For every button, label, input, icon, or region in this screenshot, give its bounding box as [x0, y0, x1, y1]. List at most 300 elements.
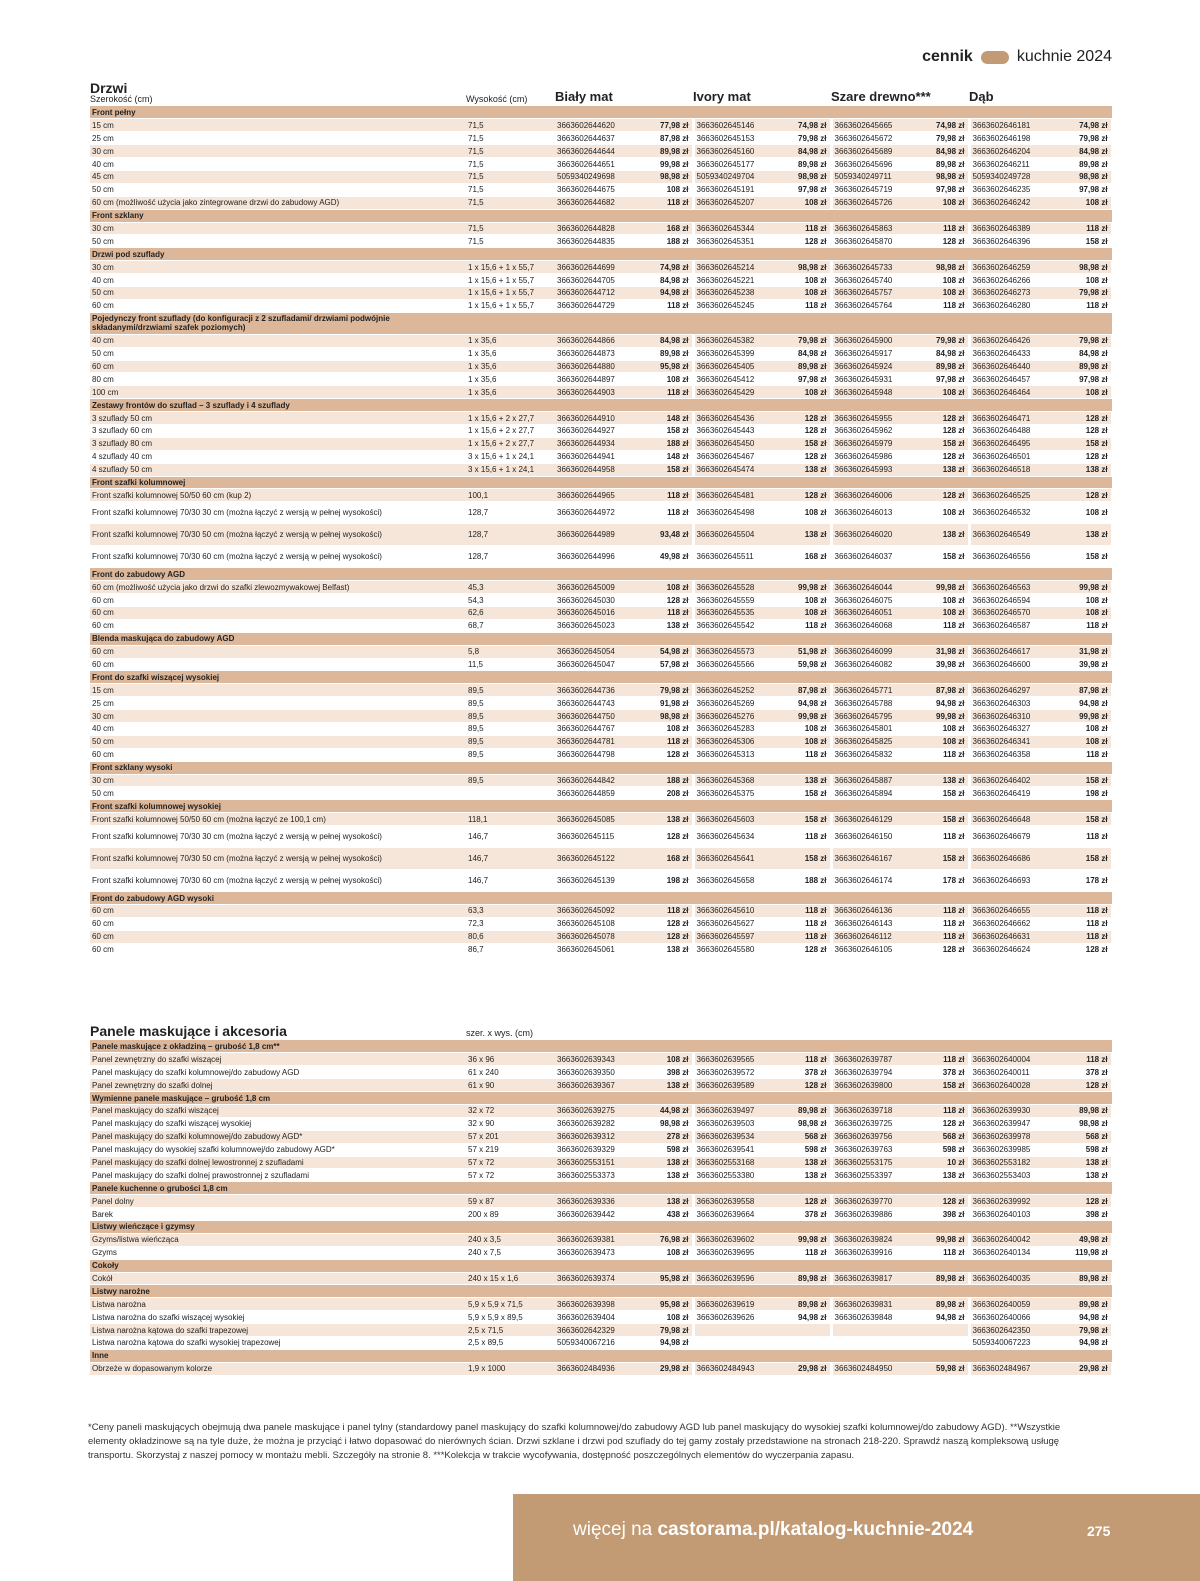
- price: 138 zł: [765, 463, 831, 476]
- table-row: [90, 373, 1112, 386]
- price: 118 zł: [765, 917, 831, 930]
- finish-header: Szare drewno***: [831, 89, 931, 104]
- price: 138 zł: [765, 1169, 831, 1182]
- product-code: 3663602646082: [831, 658, 903, 671]
- product-code: 3663602640011: [969, 1066, 1041, 1079]
- item-name: Panel maskujący do szafki kolumnowej/do zabudowy AGD: [90, 1066, 466, 1079]
- product-code: 3663602645405: [693, 360, 765, 373]
- product-code: 3663602639718: [831, 1104, 903, 1117]
- price: 598 zł: [765, 1143, 831, 1156]
- item-size: 128,7: [466, 524, 555, 546]
- item-name: 50 cm: [90, 235, 466, 248]
- item-size: 100,1: [466, 489, 555, 502]
- price: 108 zł: [1041, 274, 1112, 287]
- price: 118 zł: [627, 502, 693, 524]
- item-name: Panel dolny: [90, 1195, 466, 1208]
- product-code: 3663602646402: [969, 774, 1041, 787]
- category-row: [90, 1040, 1112, 1053]
- price: 198 zł: [627, 870, 693, 892]
- price: 188 zł: [627, 235, 693, 248]
- item-name: Listwa narożna kątowa do szafki trapezowej: [90, 1324, 466, 1337]
- product-code: 3663602644927: [555, 424, 627, 437]
- item-size: 86,7: [466, 943, 555, 956]
- product-code: 3663602645726: [831, 196, 903, 209]
- price: 168 zł: [627, 848, 693, 870]
- product-code: 3663602646426: [969, 334, 1041, 347]
- item-name: 30 cm: [90, 710, 466, 723]
- table-row: [90, 1079, 1112, 1092]
- product-code: [831, 1324, 903, 1337]
- product-code: 3663602639619: [693, 1298, 765, 1311]
- item-name: 40 cm: [90, 334, 466, 347]
- price: 97,98 zł: [903, 183, 969, 196]
- price: 108 zł: [627, 1246, 693, 1259]
- product-code: 3663602645207: [693, 196, 765, 209]
- product-code: 3663602484950: [831, 1362, 903, 1375]
- price: 108 zł: [765, 196, 831, 209]
- product-code: 3663602645375: [693, 787, 765, 800]
- item-name: 60 cm: [90, 607, 466, 620]
- price: 108 zł: [903, 274, 969, 287]
- price: 598 zł: [1041, 1143, 1112, 1156]
- product-code: 3663602646143: [831, 917, 903, 930]
- product-code: 3663602646020: [831, 524, 903, 546]
- price: 99,98 zł: [903, 1233, 969, 1246]
- product-code: 3663602646563: [969, 581, 1041, 594]
- product-code: 3663602645580: [693, 943, 765, 956]
- product-code: 3663602639831: [831, 1298, 903, 1311]
- category-label: Front do szafki wiszącej wysokiej: [90, 671, 466, 684]
- price: 99,98 zł: [765, 710, 831, 723]
- product-code: 3663602553168: [693, 1156, 765, 1169]
- price: 99,98 zł: [627, 158, 693, 171]
- product-code: 3663602640103: [969, 1208, 1041, 1221]
- product-code: 3663602645986: [831, 450, 903, 463]
- product-code: 3663602639541: [693, 1143, 765, 1156]
- price: 74,98 zł: [903, 119, 969, 132]
- product-code: [693, 1336, 765, 1349]
- product-code: 3663602646044: [831, 581, 903, 594]
- category-row: [90, 1220, 1112, 1233]
- product-code: 3663602644620: [555, 119, 627, 132]
- price: 74,98 zł: [627, 261, 693, 274]
- table-row: [90, 334, 1112, 347]
- product-code: 3663602639572: [693, 1066, 765, 1079]
- price: 158 zł: [903, 813, 969, 826]
- table-row: [90, 826, 1112, 848]
- product-code: 3663602646617: [969, 645, 1041, 658]
- product-code: 3663602644781: [555, 735, 627, 748]
- product-code: 3663602644637: [555, 132, 627, 145]
- price: 128 zł: [1041, 1195, 1112, 1208]
- panels-title: Panele maskujące i akcesoria: [90, 1023, 287, 1039]
- price: 118 zł: [1041, 917, 1112, 930]
- product-code: 3663602645733: [831, 261, 903, 274]
- price: 198 zł: [1041, 787, 1112, 800]
- price: 98,98 zł: [1041, 170, 1112, 183]
- price: 99,98 zł: [1041, 710, 1112, 723]
- product-code: 3663602645122: [555, 848, 627, 870]
- price: 118 zł: [627, 735, 693, 748]
- product-code: 3663602639473: [555, 1246, 627, 1259]
- category-row: [90, 476, 1112, 489]
- product-code: 3663602645009: [555, 581, 627, 594]
- product-code: 3663602646457: [969, 373, 1041, 386]
- price: 108 zł: [765, 286, 831, 299]
- price: 108 zł: [903, 735, 969, 748]
- price: 128 zł: [765, 1195, 831, 1208]
- product-code: 3663602639381: [555, 1233, 627, 1246]
- product-code: 3663602645160: [693, 145, 765, 158]
- product-code: 3663602645603: [693, 813, 765, 826]
- product-code: 3663602645429: [693, 386, 765, 399]
- product-code: 3663602639312: [555, 1130, 627, 1143]
- item-size: [466, 787, 555, 800]
- table-row: [90, 424, 1112, 437]
- price: 94,98 zł: [1041, 697, 1112, 710]
- product-code: 3663602639794: [831, 1066, 903, 1079]
- product-code: 3663602644972: [555, 502, 627, 524]
- price: 118 zł: [765, 930, 831, 943]
- price: 79,98 zł: [903, 132, 969, 145]
- product-code: 3663602639886: [831, 1208, 903, 1221]
- product-code: 5059340067216: [555, 1336, 627, 1349]
- price: 158 zł: [1041, 774, 1112, 787]
- item-size: 5,9 x 5,9 x 89,5: [466, 1311, 555, 1324]
- product-code: 3663602644705: [555, 274, 627, 287]
- price: 138 zł: [627, 1079, 693, 1092]
- price: 98,98 zł: [903, 170, 969, 183]
- item-size: 57 x 219: [466, 1143, 555, 1156]
- category-label: Pojedynczy front szuflady (do konfiguracji z 2 szufladami/ drzwiami podwójnie składanymi/drzwiami szafek poziomych): [90, 312, 466, 334]
- product-code: 3663602639602: [693, 1233, 765, 1246]
- item-name: 50 cm: [90, 183, 466, 196]
- product-code: 3663602646051: [831, 607, 903, 620]
- price: 99,98 zł: [765, 1233, 831, 1246]
- category-row: [90, 761, 1112, 774]
- product-code: 3663602645696: [831, 158, 903, 171]
- price: 118 zł: [627, 196, 693, 209]
- product-code: 3663602645368: [693, 774, 765, 787]
- item-size: 2,5 x 71,5: [466, 1324, 555, 1337]
- item-size: 128,7: [466, 502, 555, 524]
- price: 108 zł: [1041, 386, 1112, 399]
- item-size: 61 x 240: [466, 1066, 555, 1079]
- product-code: 3663602646471: [969, 412, 1041, 425]
- price: 118 zł: [903, 1104, 969, 1117]
- price: 89,98 zł: [765, 158, 831, 171]
- product-code: 3663602645115: [555, 826, 627, 848]
- item-name: 60 cm: [90, 930, 466, 943]
- finish-header: Biały mat: [555, 89, 613, 104]
- price: 108 zł: [627, 1311, 693, 1324]
- price: 178 zł: [903, 870, 969, 892]
- item-size: 68,7: [466, 619, 555, 632]
- price: 128 zł: [903, 235, 969, 248]
- price: 95,98 zł: [627, 1272, 693, 1285]
- price: 84,98 zł: [627, 334, 693, 347]
- price: 138 zł: [627, 1195, 693, 1208]
- product-code: 3663602645306: [693, 735, 765, 748]
- product-code: 3663602645641: [693, 848, 765, 870]
- product-code: 3663602639534: [693, 1130, 765, 1143]
- table-row: [90, 710, 1112, 723]
- price: 39,98 zł: [903, 658, 969, 671]
- item-size: 146,7: [466, 870, 555, 892]
- table-row: [90, 581, 1112, 594]
- category-label: Cokoły: [90, 1259, 466, 1272]
- price: 108 zł: [627, 1053, 693, 1066]
- item-size: 71,5: [466, 170, 555, 183]
- item-size: 3 x 15,6 + 1 x 24,1: [466, 463, 555, 476]
- product-code: 3663602644859: [555, 787, 627, 800]
- price: 94,98 zł: [627, 1336, 693, 1349]
- size-label: szer. x wys. (cm): [466, 1028, 533, 1038]
- item-size: 200 x 89: [466, 1208, 555, 1221]
- product-code: 3663602646211: [969, 158, 1041, 171]
- product-code: 3663602644903: [555, 386, 627, 399]
- product-code: 3663602645634: [693, 826, 765, 848]
- price: 79,98 zł: [765, 132, 831, 145]
- product-code: 3663602639282: [555, 1117, 627, 1130]
- product-code: 3663602645399: [693, 347, 765, 360]
- category-label: Panele maskujące z okładziną – grubość 1,8 cm**: [90, 1040, 466, 1053]
- price: 118 zł: [627, 905, 693, 918]
- product-code: 3663602646136: [831, 905, 903, 918]
- price: 98,98 zł: [765, 170, 831, 183]
- price: 29,98 zł: [765, 1362, 831, 1375]
- price: 108 zł: [903, 286, 969, 299]
- item-size: 80,6: [466, 930, 555, 943]
- category-row: [90, 1182, 1112, 1195]
- item-size: 89,5: [466, 723, 555, 736]
- item-size: 1 x 35,6: [466, 347, 555, 360]
- page-number: 275: [1087, 1523, 1111, 1539]
- product-code: 3663602645085: [555, 813, 627, 826]
- product-code: 3663602644910: [555, 412, 627, 425]
- price: 87,98 zł: [627, 132, 693, 145]
- item-name: 40 cm: [90, 274, 466, 287]
- product-code: 3663602645559: [693, 594, 765, 607]
- price: 128 zł: [627, 748, 693, 761]
- product-code: 3663602645528: [693, 581, 765, 594]
- item-name: Listwa narożna kątowa do szafki wysokiej trapezowej: [90, 1336, 466, 1349]
- item-name: 45 cm: [90, 170, 466, 183]
- price: 99,98 zł: [765, 581, 831, 594]
- item-size: 71,5: [466, 183, 555, 196]
- product-code: 3663602645504: [693, 524, 765, 546]
- product-code: 3663602639596: [693, 1272, 765, 1285]
- price: 128 zł: [765, 424, 831, 437]
- price: 118 zł: [765, 826, 831, 848]
- doors-title: Drzwi: [90, 80, 128, 96]
- item-name: 4 szuflady 50 cm: [90, 463, 466, 476]
- width-label: Szerokość (cm): [90, 94, 153, 104]
- price: 138 zł: [627, 1156, 693, 1169]
- product-code: 3663602639329: [555, 1143, 627, 1156]
- price: 118 zł: [903, 299, 969, 312]
- item-name: 40 cm: [90, 723, 466, 736]
- product-code: 3663602645030: [555, 594, 627, 607]
- item-name: Front szafki kolumnowej 70/30 50 cm (można łączyć z wersją w pełnej wysokości): [90, 848, 466, 870]
- price: 128 zł: [903, 943, 969, 956]
- product-code: 3663602642350: [969, 1324, 1041, 1337]
- price: 89,98 zł: [627, 347, 693, 360]
- table-row: [90, 235, 1112, 248]
- product-code: 3663602645047: [555, 658, 627, 671]
- price: 108 zł: [765, 735, 831, 748]
- product-code: 5059340249711: [831, 170, 903, 183]
- category-label: Panele kuchenne o grubości 1,8 cm: [90, 1182, 466, 1195]
- item-size: 89,5: [466, 710, 555, 723]
- header-pill-icon: [981, 51, 1009, 64]
- item-name: 15 cm: [90, 119, 466, 132]
- product-code: 3663602644958: [555, 463, 627, 476]
- footnote: *Ceny paneli maskujących obejmują dwa panele maskujące i panel tylny (standardowy panel maskujący do szafki kolumnowej/do zabudowy AGD lub panel maskujący do wysokiej szafki kolumnowej/do zabudowy AGD). **Wszystkie elementy okładzinowe są na tyle duże, że można je przyciąć i łatwo dopasować do nierównych ścian. Drzwi szklane i drzwi pod szuflady do tej gamy zostały przedstawione na stronach 218-220. Sprawdź naszą kompleksową usługę transportu. Skorzystaj z naszej pomocy w montażu mebli. Szczegóły na stronie 8. ***Kolekcja w trakcie wycofywania, dostępność poszczególnych elementów do wyczerpania zapasu.: [88, 1422, 1061, 1461]
- price: 118 zł: [1041, 222, 1112, 235]
- product-code: 3663602644897: [555, 373, 627, 386]
- price: 89,98 zł: [1041, 1104, 1112, 1117]
- product-code: 3663602642329: [555, 1324, 627, 1337]
- category-row: [90, 568, 1112, 581]
- price: 99,98 zł: [903, 581, 969, 594]
- price: 128 zł: [903, 412, 969, 425]
- item-size: 71,5: [466, 196, 555, 209]
- item-name: 60 cm: [90, 645, 466, 658]
- item-name: Front szafki kolumnowej 50/50 60 cm (kup 2): [90, 489, 466, 502]
- price: 128 zł: [1041, 412, 1112, 425]
- price: 74,98 zł: [765, 119, 831, 132]
- product-code: 3663602646693: [969, 870, 1041, 892]
- product-code: 3663602640066: [969, 1311, 1041, 1324]
- table-row: [90, 1195, 1112, 1208]
- product-code: 3663602645078: [555, 930, 627, 943]
- product-code: 3663602646501: [969, 450, 1041, 463]
- price: 148 zł: [627, 450, 693, 463]
- item-name: Panel maskujący do szafki dolnej lewostronnej z szufladami: [90, 1156, 466, 1169]
- price: 94,98 zł: [1041, 1336, 1112, 1349]
- price: 118 zł: [1041, 930, 1112, 943]
- item-name: 60 cm: [90, 619, 466, 632]
- item-size: 59 x 87: [466, 1195, 555, 1208]
- table-row: [90, 1233, 1112, 1246]
- table-row: [90, 684, 1112, 697]
- product-code: 3663602646198: [969, 132, 1041, 145]
- product-code: 3663602639817: [831, 1272, 903, 1285]
- product-code: 3663602646242: [969, 196, 1041, 209]
- price: 128 zł: [627, 917, 693, 930]
- product-code: 3663602645894: [831, 787, 903, 800]
- table-row: [90, 870, 1112, 892]
- price: 49,98 zł: [627, 546, 693, 568]
- item-size: 71,5: [466, 235, 555, 248]
- price: 158 zł: [1041, 813, 1112, 826]
- price: 128 zł: [1041, 943, 1112, 956]
- product-code: 3663602644866: [555, 334, 627, 347]
- price: 98,98 zł: [765, 261, 831, 274]
- price: 89,98 zł: [627, 145, 693, 158]
- category-label: Blenda maskująca do zabudowy AGD: [90, 632, 466, 645]
- item-size: 1 x 15,6 + 1 x 55,7: [466, 286, 555, 299]
- product-code: 3663602645443: [693, 424, 765, 437]
- price: 89,98 zł: [1041, 158, 1112, 171]
- product-code: 3663602646433: [969, 347, 1041, 360]
- product-code: 5059340249698: [555, 170, 627, 183]
- price: 94,98 zł: [903, 1311, 969, 1324]
- product-code: 3663602646174: [831, 870, 903, 892]
- product-code: 3663602646310: [969, 710, 1041, 723]
- price: 118 zł: [765, 1246, 831, 1259]
- price: 128 zł: [627, 826, 693, 848]
- table-row: [90, 645, 1112, 658]
- price: 59,98 zł: [765, 658, 831, 671]
- price: 97,98 zł: [1041, 183, 1112, 196]
- table-row: [90, 658, 1112, 671]
- price: 168 zł: [627, 222, 693, 235]
- price: 568 zł: [903, 1130, 969, 1143]
- item-size: 128,7: [466, 546, 555, 568]
- price: 158 zł: [1041, 848, 1112, 870]
- price: 108 zł: [1041, 594, 1112, 607]
- item-name: 60 cm: [90, 594, 466, 607]
- product-code: 3663602645788: [831, 697, 903, 710]
- product-code: 3663602645092: [555, 905, 627, 918]
- table-row: [90, 546, 1112, 568]
- price: 158 zł: [765, 787, 831, 800]
- price: 568 zł: [765, 1130, 831, 1143]
- product-code: 3663602646525: [969, 489, 1041, 502]
- item-name: 40 cm: [90, 158, 466, 171]
- item-name: 3 szuflady 60 cm: [90, 424, 466, 437]
- product-code: 3663602645542: [693, 619, 765, 632]
- price: 118 zł: [903, 748, 969, 761]
- price: 10 zł: [903, 1156, 969, 1169]
- header-section: cennik: [922, 48, 973, 65]
- table-row: [90, 286, 1112, 299]
- price: 128 zł: [903, 489, 969, 502]
- table-row: [90, 1208, 1112, 1221]
- product-code: 3663602639947: [969, 1117, 1041, 1130]
- product-code: 3663602646006: [831, 489, 903, 502]
- product-code: 3663602553373: [555, 1169, 627, 1182]
- table-row: [90, 1324, 1112, 1337]
- height-label: Wysokość (cm): [466, 94, 528, 104]
- price: 49,98 zł: [1041, 1233, 1112, 1246]
- price: 98,98 zł: [765, 1117, 831, 1130]
- table-row: [90, 1362, 1112, 1375]
- table-row: [90, 748, 1112, 761]
- product-code: 3663602646075: [831, 594, 903, 607]
- catalog-link[interactable]: [573, 1519, 973, 1541]
- product-code: 3663602646181: [969, 119, 1041, 132]
- category-row: [90, 892, 1112, 905]
- product-code: 3663602646662: [969, 917, 1041, 930]
- item-size: 57 x 72: [466, 1169, 555, 1182]
- product-code: 3663602645139: [555, 870, 627, 892]
- price: 138 zł: [903, 1169, 969, 1182]
- price: 138 zł: [765, 524, 831, 546]
- price: 158 zł: [903, 787, 969, 800]
- item-name: 100 cm: [90, 386, 466, 399]
- price: 44,98 zł: [627, 1104, 693, 1117]
- price: 108 zł: [765, 274, 831, 287]
- price: [765, 1336, 831, 1349]
- product-code: 3663602640004: [969, 1053, 1041, 1066]
- price: 87,98 zł: [903, 684, 969, 697]
- product-code: 3663602646099: [831, 645, 903, 658]
- item-size: 57 x 201: [466, 1130, 555, 1143]
- product-code: 3663602645832: [831, 748, 903, 761]
